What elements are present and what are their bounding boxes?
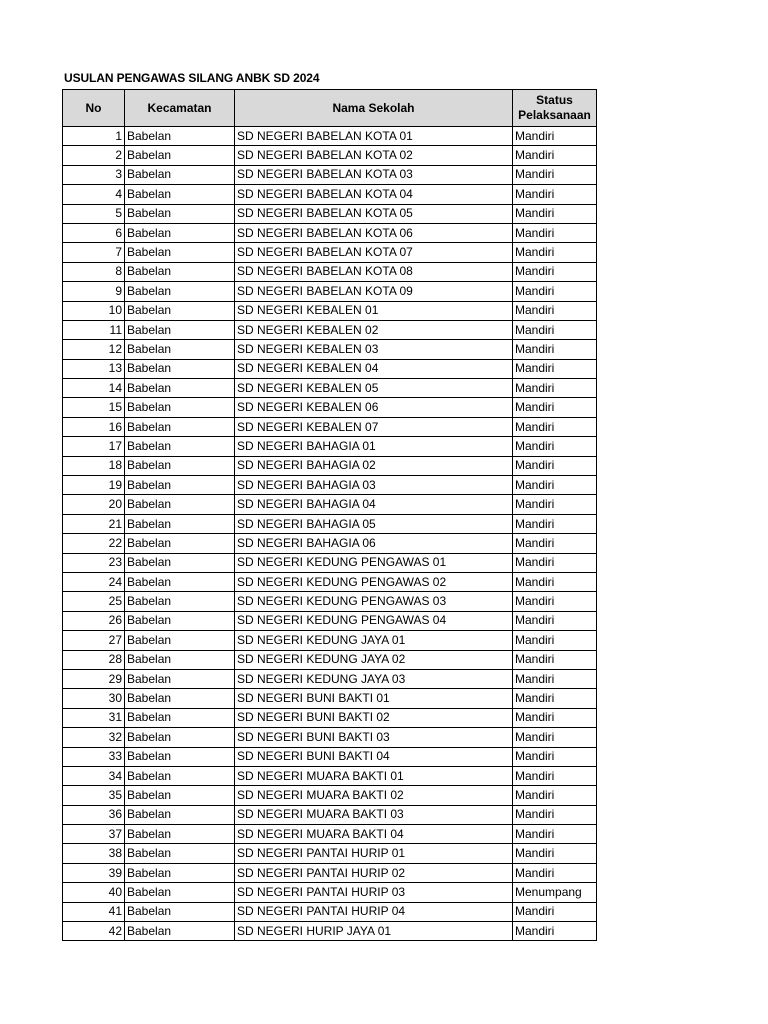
header-status: Status Pelaksanaan bbox=[513, 90, 597, 127]
row-kecamatan: Babelan bbox=[125, 553, 235, 572]
header-kecamatan: Kecamatan bbox=[125, 90, 235, 127]
row-number: 14 bbox=[63, 379, 125, 398]
row-kecamatan: Babelan bbox=[125, 379, 235, 398]
row-nama-sekolah: SD NEGERI MUARA BAKTI 03 bbox=[235, 805, 513, 824]
table-row bbox=[63, 728, 597, 747]
row-kecamatan: Babelan bbox=[125, 165, 235, 184]
row-status: Mandiri bbox=[513, 728, 597, 747]
row-number: 27 bbox=[63, 631, 125, 650]
table-row bbox=[63, 417, 597, 436]
row-nama-sekolah: SD NEGERI PANTAI HURIP 02 bbox=[235, 863, 513, 882]
row-nama-sekolah: SD NEGERI MUARA BAKTI 01 bbox=[235, 766, 513, 785]
row-number: 1 bbox=[63, 127, 125, 146]
row-status: Mandiri bbox=[513, 398, 597, 417]
row-kecamatan: Babelan bbox=[125, 359, 235, 378]
row-number: 29 bbox=[63, 669, 125, 688]
row-status: Mandiri bbox=[513, 185, 597, 204]
row-status: Mandiri bbox=[513, 747, 597, 766]
row-status: Mandiri bbox=[513, 631, 597, 650]
table-row bbox=[63, 185, 597, 204]
row-kecamatan: Babelan bbox=[125, 631, 235, 650]
table-row bbox=[63, 592, 597, 611]
row-kecamatan: Babelan bbox=[125, 534, 235, 553]
row-status: Mandiri bbox=[513, 340, 597, 359]
table-row bbox=[63, 708, 597, 727]
row-number: 5 bbox=[63, 204, 125, 223]
table-row bbox=[63, 320, 597, 339]
row-status: Mandiri bbox=[513, 223, 597, 242]
table-row bbox=[63, 514, 597, 533]
row-kecamatan: Babelan bbox=[125, 728, 235, 747]
document-title: USULAN PENGAWAS SILANG ANBK SD 2024 bbox=[64, 71, 320, 85]
row-status: Mandiri bbox=[513, 825, 597, 844]
row-number: 16 bbox=[63, 417, 125, 436]
row-kecamatan: Babelan bbox=[125, 223, 235, 242]
row-kecamatan: Babelan bbox=[125, 611, 235, 630]
row-kecamatan: Babelan bbox=[125, 204, 235, 223]
row-kecamatan: Babelan bbox=[125, 243, 235, 262]
row-nama-sekolah: SD NEGERI KEBALEN 02 bbox=[235, 320, 513, 339]
row-status: Mandiri bbox=[513, 243, 597, 262]
row-number: 8 bbox=[63, 262, 125, 281]
table-row bbox=[63, 398, 597, 417]
row-kecamatan: Babelan bbox=[125, 301, 235, 320]
row-status: Mandiri bbox=[513, 611, 597, 630]
row-status: Mandiri bbox=[513, 669, 597, 688]
row-nama-sekolah: SD NEGERI BUNI BAKTI 01 bbox=[235, 689, 513, 708]
table-row bbox=[63, 127, 597, 146]
table-row bbox=[63, 844, 597, 863]
row-kecamatan: Babelan bbox=[125, 495, 235, 514]
row-kecamatan: Babelan bbox=[125, 146, 235, 165]
row-nama-sekolah: SD NEGERI BABELAN KOTA 02 bbox=[235, 146, 513, 165]
table-row bbox=[63, 922, 597, 941]
row-status: Mandiri bbox=[513, 514, 597, 533]
row-number: 32 bbox=[63, 728, 125, 747]
row-nama-sekolah: SD NEGERI KEBALEN 01 bbox=[235, 301, 513, 320]
row-nama-sekolah: SD NEGERI KEDUNG PENGAWAS 03 bbox=[235, 592, 513, 611]
row-nama-sekolah: SD NEGERI KEBALEN 05 bbox=[235, 379, 513, 398]
row-kecamatan: Babelan bbox=[125, 262, 235, 281]
header-no: No bbox=[63, 90, 125, 127]
row-number: 6 bbox=[63, 223, 125, 242]
row-status: Mandiri bbox=[513, 476, 597, 495]
row-kecamatan: Babelan bbox=[125, 747, 235, 766]
row-number: 30 bbox=[63, 689, 125, 708]
row-status: Mandiri bbox=[513, 165, 597, 184]
table-row bbox=[63, 883, 597, 902]
row-kecamatan: Babelan bbox=[125, 592, 235, 611]
row-number: 38 bbox=[63, 844, 125, 863]
row-nama-sekolah: SD NEGERI BAHAGIA 03 bbox=[235, 476, 513, 495]
row-status: Mandiri bbox=[513, 146, 597, 165]
row-kecamatan: Babelan bbox=[125, 708, 235, 727]
row-status: Mandiri bbox=[513, 127, 597, 146]
row-status: Mandiri bbox=[513, 456, 597, 475]
row-number: 22 bbox=[63, 534, 125, 553]
table-row bbox=[63, 437, 597, 456]
row-kecamatan: Babelan bbox=[125, 786, 235, 805]
row-nama-sekolah: SD NEGERI BABELAN KOTA 05 bbox=[235, 204, 513, 223]
row-kecamatan: Babelan bbox=[125, 689, 235, 708]
row-kecamatan: Babelan bbox=[125, 863, 235, 882]
row-kecamatan: Babelan bbox=[125, 340, 235, 359]
table-row bbox=[63, 786, 597, 805]
row-number: 25 bbox=[63, 592, 125, 611]
row-status: Mandiri bbox=[513, 689, 597, 708]
table-row bbox=[63, 223, 597, 242]
row-number: 3 bbox=[63, 165, 125, 184]
row-status: Mandiri bbox=[513, 204, 597, 223]
row-number: 20 bbox=[63, 495, 125, 514]
row-status: Mandiri bbox=[513, 553, 597, 572]
row-nama-sekolah: SD NEGERI BUNI BAKTI 04 bbox=[235, 747, 513, 766]
row-kecamatan: Babelan bbox=[125, 883, 235, 902]
table-row bbox=[63, 359, 597, 378]
row-status: Mandiri bbox=[513, 844, 597, 863]
row-nama-sekolah: SD NEGERI BABELAN KOTA 08 bbox=[235, 262, 513, 281]
row-kecamatan: Babelan bbox=[125, 825, 235, 844]
row-nama-sekolah: SD NEGERI PANTAI HURIP 03 bbox=[235, 883, 513, 902]
row-number: 31 bbox=[63, 708, 125, 727]
row-nama-sekolah: SD NEGERI BABELAN KOTA 07 bbox=[235, 243, 513, 262]
table-header-row bbox=[63, 90, 597, 127]
row-nama-sekolah: SD NEGERI KEDUNG PENGAWAS 01 bbox=[235, 553, 513, 572]
row-number: 15 bbox=[63, 398, 125, 417]
table-row bbox=[63, 553, 597, 572]
row-nama-sekolah: SD NEGERI KEDUNG JAYA 02 bbox=[235, 650, 513, 669]
row-kecamatan: Babelan bbox=[125, 766, 235, 785]
row-kecamatan: Babelan bbox=[125, 398, 235, 417]
table-row bbox=[63, 165, 597, 184]
row-kecamatan: Babelan bbox=[125, 572, 235, 591]
row-number: 11 bbox=[63, 320, 125, 339]
table-row bbox=[63, 747, 597, 766]
row-number: 21 bbox=[63, 514, 125, 533]
table-row bbox=[63, 340, 597, 359]
row-status: Mandiri bbox=[513, 262, 597, 281]
row-nama-sekolah: SD NEGERI KEDUNG PENGAWAS 02 bbox=[235, 572, 513, 591]
row-nama-sekolah: SD NEGERI KEBALEN 03 bbox=[235, 340, 513, 359]
row-nama-sekolah: SD NEGERI BABELAN KOTA 04 bbox=[235, 185, 513, 204]
row-nama-sekolah: SD NEGERI BAHAGIA 02 bbox=[235, 456, 513, 475]
row-kecamatan: Babelan bbox=[125, 514, 235, 533]
row-kecamatan: Babelan bbox=[125, 669, 235, 688]
row-kecamatan: Babelan bbox=[125, 417, 235, 436]
row-status: Mandiri bbox=[513, 708, 597, 727]
table-row bbox=[63, 572, 597, 591]
row-status: Mandiri bbox=[513, 359, 597, 378]
row-status: Mandiri bbox=[513, 650, 597, 669]
row-number: 19 bbox=[63, 476, 125, 495]
row-kecamatan: Babelan bbox=[125, 282, 235, 301]
row-status: Mandiri bbox=[513, 301, 597, 320]
row-status: Mandiri bbox=[513, 922, 597, 941]
row-number: 18 bbox=[63, 456, 125, 475]
table-row bbox=[63, 534, 597, 553]
row-status: Mandiri bbox=[513, 863, 597, 882]
row-nama-sekolah: SD NEGERI BABELAN KOTA 09 bbox=[235, 282, 513, 301]
row-nama-sekolah: SD NEGERI MUARA BAKTI 04 bbox=[235, 825, 513, 844]
table-row bbox=[63, 146, 597, 165]
row-nama-sekolah: SD NEGERI PANTAI HURIP 04 bbox=[235, 902, 513, 921]
table-row bbox=[63, 301, 597, 320]
row-kecamatan: Babelan bbox=[125, 437, 235, 456]
row-nama-sekolah: SD NEGERI BABELAN KOTA 01 bbox=[235, 127, 513, 146]
row-nama-sekolah: SD NEGERI KEDUNG PENGAWAS 04 bbox=[235, 611, 513, 630]
table-row bbox=[63, 689, 597, 708]
row-nama-sekolah: SD NEGERI KEBALEN 06 bbox=[235, 398, 513, 417]
row-status: Mandiri bbox=[513, 282, 597, 301]
row-number: 17 bbox=[63, 437, 125, 456]
row-number: 4 bbox=[63, 185, 125, 204]
row-number: 28 bbox=[63, 650, 125, 669]
table-row bbox=[63, 379, 597, 398]
row-nama-sekolah: SD NEGERI MUARA BAKTI 02 bbox=[235, 786, 513, 805]
table-row bbox=[63, 902, 597, 921]
row-kecamatan: Babelan bbox=[125, 902, 235, 921]
table-row bbox=[63, 863, 597, 882]
table-body bbox=[63, 127, 597, 941]
row-kecamatan: Babelan bbox=[125, 805, 235, 824]
table-row bbox=[63, 204, 597, 223]
table-row bbox=[63, 611, 597, 630]
table-row bbox=[63, 476, 597, 495]
row-status: Mandiri bbox=[513, 902, 597, 921]
table-row bbox=[63, 456, 597, 475]
row-number: 10 bbox=[63, 301, 125, 320]
row-nama-sekolah: SD NEGERI BAHAGIA 05 bbox=[235, 514, 513, 533]
row-nama-sekolah: SD NEGERI BUNI BAKTI 02 bbox=[235, 708, 513, 727]
row-number: 42 bbox=[63, 922, 125, 941]
table-row bbox=[63, 650, 597, 669]
table-row bbox=[63, 282, 597, 301]
row-kecamatan: Babelan bbox=[125, 844, 235, 863]
row-number: 36 bbox=[63, 805, 125, 824]
row-kecamatan: Babelan bbox=[125, 185, 235, 204]
row-status: Mandiri bbox=[513, 437, 597, 456]
row-nama-sekolah: SD NEGERI KEDUNG JAYA 03 bbox=[235, 669, 513, 688]
row-nama-sekolah: SD NEGERI BABELAN KOTA 06 bbox=[235, 223, 513, 242]
row-number: 23 bbox=[63, 553, 125, 572]
table-row bbox=[63, 495, 597, 514]
row-number: 26 bbox=[63, 611, 125, 630]
row-number: 7 bbox=[63, 243, 125, 262]
table-row bbox=[63, 243, 597, 262]
table-row bbox=[63, 805, 597, 824]
row-nama-sekolah: SD NEGERI BABELAN KOTA 03 bbox=[235, 165, 513, 184]
row-status: Mandiri bbox=[513, 592, 597, 611]
row-kecamatan: Babelan bbox=[125, 922, 235, 941]
row-kecamatan: Babelan bbox=[125, 456, 235, 475]
row-number: 34 bbox=[63, 766, 125, 785]
row-number: 37 bbox=[63, 825, 125, 844]
row-kecamatan: Babelan bbox=[125, 320, 235, 339]
table-row bbox=[63, 262, 597, 281]
header-nama-sekolah: Nama Sekolah bbox=[235, 90, 513, 127]
row-number: 24 bbox=[63, 572, 125, 591]
row-number: 12 bbox=[63, 340, 125, 359]
row-status: Mandiri bbox=[513, 534, 597, 553]
table-row bbox=[63, 631, 597, 650]
row-kecamatan: Babelan bbox=[125, 476, 235, 495]
row-kecamatan: Babelan bbox=[125, 127, 235, 146]
row-number: 13 bbox=[63, 359, 125, 378]
row-nama-sekolah: SD NEGERI BUNI BAKTI 03 bbox=[235, 728, 513, 747]
row-nama-sekolah: SD NEGERI KEBALEN 07 bbox=[235, 417, 513, 436]
row-nama-sekolah: SD NEGERI KEBALEN 04 bbox=[235, 359, 513, 378]
row-nama-sekolah: SD NEGERI BAHAGIA 04 bbox=[235, 495, 513, 514]
row-kecamatan: Babelan bbox=[125, 650, 235, 669]
row-nama-sekolah: SD NEGERI BAHAGIA 01 bbox=[235, 437, 513, 456]
table-row bbox=[63, 669, 597, 688]
row-number: 2 bbox=[63, 146, 125, 165]
row-number: 39 bbox=[63, 863, 125, 882]
row-status: Mandiri bbox=[513, 320, 597, 339]
row-status: Mandiri bbox=[513, 786, 597, 805]
row-number: 33 bbox=[63, 747, 125, 766]
row-status: Mandiri bbox=[513, 379, 597, 398]
row-status: Mandiri bbox=[513, 417, 597, 436]
row-nama-sekolah: SD NEGERI KEDUNG JAYA 01 bbox=[235, 631, 513, 650]
table-row bbox=[63, 825, 597, 844]
row-number: 40 bbox=[63, 883, 125, 902]
row-status: Mandiri bbox=[513, 572, 597, 591]
row-nama-sekolah: SD NEGERI PANTAI HURIP 01 bbox=[235, 844, 513, 863]
row-nama-sekolah: SD NEGERI BAHAGIA 06 bbox=[235, 534, 513, 553]
row-nama-sekolah: SD NEGERI HURIP JAYA 01 bbox=[235, 922, 513, 941]
row-number: 41 bbox=[63, 902, 125, 921]
row-status: Mandiri bbox=[513, 495, 597, 514]
row-number: 35 bbox=[63, 786, 125, 805]
row-status: Mandiri bbox=[513, 766, 597, 785]
row-number: 9 bbox=[63, 282, 125, 301]
school-table bbox=[62, 89, 597, 941]
row-status: Mandiri bbox=[513, 805, 597, 824]
table-row bbox=[63, 766, 597, 785]
row-status: Menumpang bbox=[513, 883, 597, 902]
